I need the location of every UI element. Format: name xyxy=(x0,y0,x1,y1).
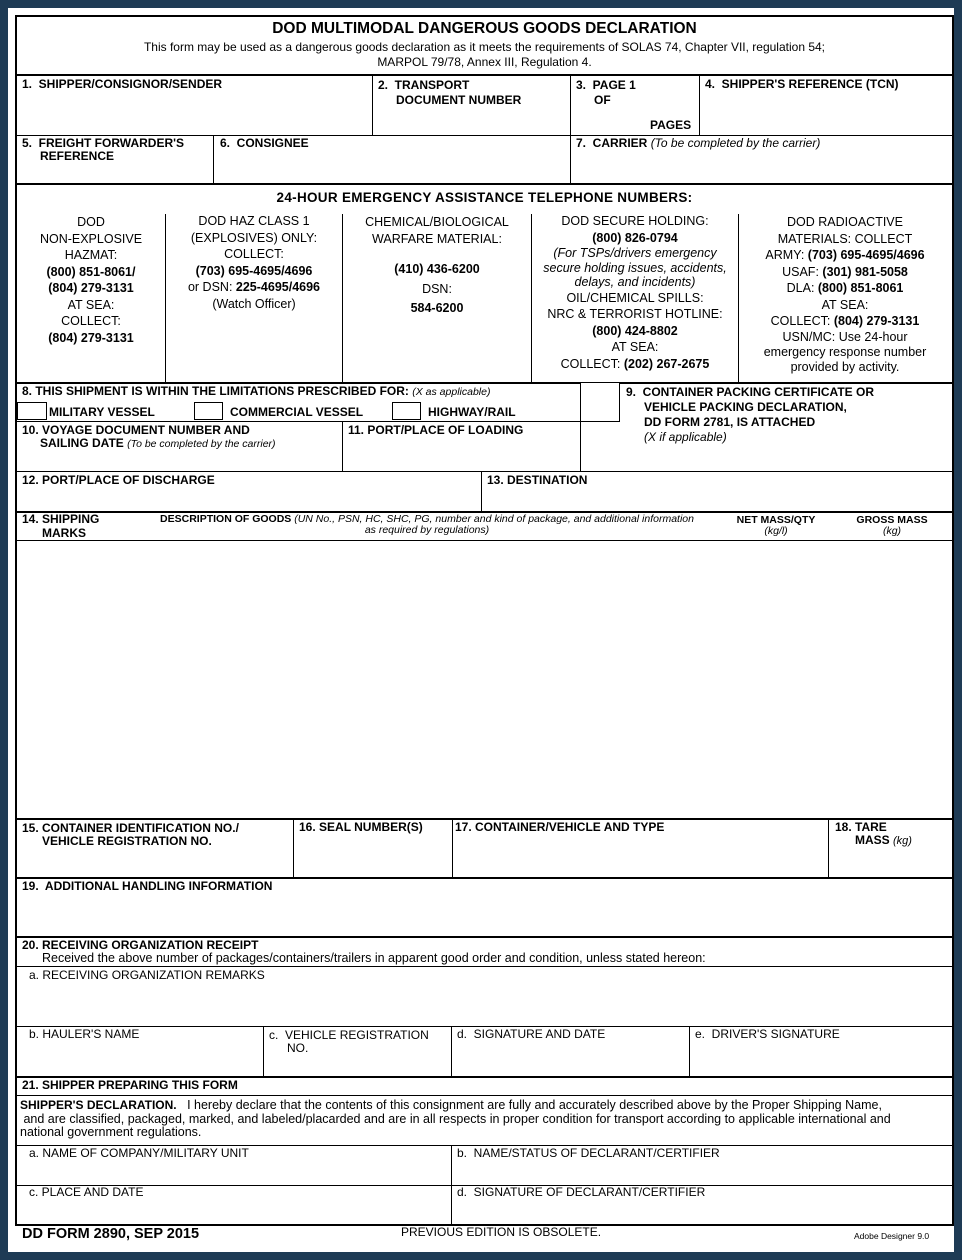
declaration-text: I hereby declare that the contents of this consignment are fully and accurately described above by the Proper Shipping Name, xyxy=(176,1098,882,1112)
field-3-label-line2: OF xyxy=(594,93,611,107)
field-7-note: (To be completed by the carrier) xyxy=(650,136,821,150)
note: delays, and incidents) xyxy=(574,275,696,289)
field-14-line1: 14. SHIPPING xyxy=(22,512,100,526)
gross-mass-label: GROSS MASS xyxy=(856,514,928,526)
phone: (202) 267-2675 xyxy=(623,356,710,371)
field-9-line1: 9. CONTAINER PACKING CERTIFICATE OR xyxy=(626,385,875,399)
packing-certificate-checkbox[interactable] xyxy=(581,383,620,422)
divider xyxy=(213,136,214,183)
text: DOD HAZ CLASS 1 xyxy=(198,214,310,228)
field-21d-label: d. SIGNATURE OF DECLARANT/CERTIFIER xyxy=(457,1185,706,1199)
gross-mass-unit: (kg) xyxy=(882,525,902,537)
dd-form-2890 xyxy=(8,8,954,1252)
field-8-note: (X as applicable) xyxy=(412,386,491,398)
highway-rail-label: HIGHWAY/RAIL xyxy=(428,405,516,419)
phone: (800) 851-8061 xyxy=(817,281,904,295)
page-of-input[interactable] xyxy=(613,94,697,116)
field-4-label: 4. SHIPPER'S REFERENCE (TCN) xyxy=(705,77,899,91)
highway-rail-checkbox[interactable] xyxy=(392,402,421,420)
field-1-label: 1. SHIPPER/CONSIGNOR/SENDER xyxy=(22,77,223,91)
declaration-line2: and are classified, packaged, marked, and labeled/placarded and are in all respects in proper condition for transport according to applicable international and xyxy=(20,1111,891,1126)
freight-forwarder-input[interactable] xyxy=(18,164,211,182)
phone: 225-4695/4696 xyxy=(235,280,321,294)
additional-handling-input[interactable] xyxy=(18,896,951,936)
gross-mass-header xyxy=(844,515,940,537)
divider xyxy=(699,75,700,135)
field-20-text: Received the above number of packages/containers/trailers in apparent good order and condition, unless stated hereon: xyxy=(42,951,706,965)
text: DLA: xyxy=(786,281,818,295)
collect-line xyxy=(739,313,951,330)
receipt-signature-input[interactable] xyxy=(453,1044,687,1075)
divider xyxy=(481,471,482,511)
field-10-note: (To be completed by the carrier) xyxy=(127,438,276,450)
field-21b-label: b. NAME/STATUS OF DECLARANT/CERTIFIER xyxy=(457,1146,720,1160)
voyage-document-input[interactable] xyxy=(18,452,340,470)
field-20d-label: d. SIGNATURE AND DATE xyxy=(457,1027,606,1041)
field-18-unit: (kg) xyxy=(893,835,912,847)
text: ARMY: xyxy=(765,248,808,262)
phone: (804) 279-3131 xyxy=(48,281,134,295)
form-title: DOD MULTIMODAL DANGEROUS GOODS DECLARATION xyxy=(272,20,697,37)
transport-document-input[interactable] xyxy=(374,110,568,134)
container-type-input[interactable] xyxy=(454,838,826,876)
field-21a-label: a. NAME OF COMPANY/MILITARY UNIT xyxy=(29,1146,249,1160)
field-21c-label: c. PLACE AND DATE xyxy=(29,1185,144,1199)
field-15-line2: VEHICLE REGISTRATION NO. xyxy=(42,834,212,848)
field-10-title: SAILING DATE xyxy=(40,436,124,450)
phone: (703) 695-4695/4696 xyxy=(195,263,313,278)
emergency-col-hazmat xyxy=(18,214,164,346)
emergency-col-explosives xyxy=(166,213,342,312)
text: COLLECT: xyxy=(61,314,121,328)
divider xyxy=(451,1026,452,1076)
field-6-label: 6. CONSIGNEE xyxy=(220,136,309,150)
rule xyxy=(17,966,952,967)
field-10-line2 xyxy=(40,437,276,451)
usaf-line xyxy=(739,264,951,281)
vehicle-registration-input[interactable] xyxy=(265,1056,449,1075)
obsolete-notice: PREVIOUS EDITION IS OBSOLETE. xyxy=(401,1225,602,1239)
designer-tag: Adobe Designer 9.0 xyxy=(854,1231,930,1241)
seal-number-input[interactable] xyxy=(295,838,450,876)
field-14-line2: MARKS xyxy=(42,526,86,540)
divider xyxy=(452,819,453,877)
field-8-title: 8. THIS SHIPMENT IS WITHIN THE LIMITATIONS PRESCRIBED FOR: xyxy=(22,384,409,398)
port-of-loading-input[interactable] xyxy=(344,440,578,470)
text: DSN: xyxy=(422,281,452,296)
text: OIL/CHEMICAL SPILLS: xyxy=(566,290,704,305)
text: WARFARE MATERIAL: xyxy=(372,231,502,246)
net-mass-header xyxy=(726,515,826,537)
dsn-line xyxy=(166,279,342,296)
field-9-line2: VEHICLE PACKING DECLARATION, xyxy=(644,400,847,414)
field-3-label-line1: 3. PAGE 1 xyxy=(576,78,636,92)
emergency-col-secure-holding xyxy=(532,213,738,372)
field-21-label: 21. SHIPPER PREPARING THIS FORM xyxy=(22,1078,238,1092)
phone: (804) 279-3131 xyxy=(48,330,134,345)
container-id-input[interactable] xyxy=(18,850,291,876)
divider xyxy=(689,1026,690,1076)
form-subtitle-line2: MARPOL 79/78, Annex III, Regulation 4. xyxy=(377,55,592,69)
description-header-line2: as required by regulations) xyxy=(364,524,490,536)
field-2-label-line2: DOCUMENT NUMBER xyxy=(396,93,522,107)
field-18-line1: 18. TARE xyxy=(835,820,887,834)
field-20c-line1: c. VEHICLE REGISTRATION xyxy=(269,1028,429,1042)
tare-mass-input[interactable] xyxy=(830,850,951,876)
dla-line xyxy=(739,280,951,297)
divider xyxy=(828,819,829,877)
description-label: DESCRIPTION OF GOODS xyxy=(160,513,292,525)
rule xyxy=(17,74,952,76)
note: (For TSPs/drivers emergency xyxy=(553,246,717,260)
text: COLLECT: xyxy=(224,247,284,261)
declaration-line1 xyxy=(20,1099,950,1113)
army-line xyxy=(739,247,951,264)
net-mass-label: NET MASS/QTY xyxy=(736,514,816,526)
divider xyxy=(293,819,294,877)
hauler-name-input[interactable] xyxy=(18,1044,261,1075)
commercial-vessel-label: COMMERCIAL VESSEL xyxy=(230,405,364,419)
text: AT SEA: xyxy=(67,297,115,312)
text: DOD RADIOACTIVE xyxy=(787,215,903,229)
shipper-reference-input[interactable] xyxy=(701,94,951,134)
phone: (301) 981-5058 xyxy=(822,264,908,279)
emergency-col-radioactive xyxy=(739,214,951,375)
text: provided by activity. xyxy=(790,359,900,374)
field-3-pages: PAGES xyxy=(650,118,692,132)
description-header xyxy=(120,514,734,536)
rule xyxy=(17,540,952,541)
text: HAZMAT: xyxy=(64,248,118,262)
phone: (800) 424-8802 xyxy=(592,323,678,338)
shipper-declaration xyxy=(20,1099,950,1140)
phone: 584-6200 xyxy=(410,301,464,315)
declaration-title: SHIPPER'S DECLARATION. xyxy=(20,1098,177,1112)
field-2-label-line1: 2. TRANSPORT xyxy=(378,78,470,92)
text: USN/MC: Use 24-hour xyxy=(782,329,908,344)
field-5-label-line1: 5. FREIGHT FORWARDER'S xyxy=(22,136,184,150)
divider xyxy=(342,422,343,471)
text: DOD SECURE HOLDING: xyxy=(561,214,709,228)
field-20-label: 20. RECEIVING ORGANIZATION RECEIPT xyxy=(22,938,259,952)
divider xyxy=(570,136,571,183)
text: (Watch Officer) xyxy=(212,296,296,311)
consignee-input[interactable] xyxy=(215,153,568,182)
place-date-input[interactable] xyxy=(18,1202,449,1224)
field-9-note: (X if applicable) xyxy=(644,430,727,444)
rule xyxy=(17,421,580,422)
divider xyxy=(263,1026,264,1076)
phone: (804) 279-3131 xyxy=(833,314,920,328)
field-17-label: 17. CONTAINER/VEHICLE AND TYPE xyxy=(455,820,665,834)
shipper-input[interactable] xyxy=(18,94,370,134)
military-vessel-label: MILITARY VESSEL xyxy=(49,405,155,419)
description-note: (UN No., PSN, HC, SHC, PG, number and kind of package, and additional information xyxy=(294,513,694,525)
phone: (410) 436-6200 xyxy=(394,262,480,276)
field-13-label: 13. DESTINATION xyxy=(487,473,588,487)
emergency-col-chembio xyxy=(343,214,531,317)
field-12-label: 12. PORT/PLACE OF DISCHARGE xyxy=(22,473,215,487)
net-mass-unit: (kg/l) xyxy=(764,525,788,537)
field-8-label xyxy=(22,385,490,399)
driver-signature-input[interactable] xyxy=(691,1044,951,1075)
form-id: DD FORM 2890, SEP 2015 xyxy=(22,1226,200,1242)
field-18-line2 xyxy=(855,834,912,848)
military-vessel-checkbox[interactable] xyxy=(17,402,47,420)
collect-line xyxy=(532,356,738,373)
text: USAF: xyxy=(782,264,823,279)
field-11-label: 11. PORT/PLACE OF LOADING xyxy=(348,423,524,437)
field-19-label: 19. ADDITIONAL HANDLING INFORMATION xyxy=(22,879,273,893)
phone: (800) 851-8061/ xyxy=(46,264,136,279)
declarant-signature-input[interactable] xyxy=(453,1202,951,1224)
rule xyxy=(17,1095,952,1096)
text: AT SEA: xyxy=(611,340,659,354)
text: or DSN: xyxy=(187,280,236,294)
emergency-title: 24-HOUR EMERGENCY ASSISTANCE TELEPHONE NUMBERS: xyxy=(276,190,693,205)
divider xyxy=(372,75,373,135)
receiving-remarks-input[interactable] xyxy=(18,984,951,1025)
field-15-line1: 15. CONTAINER IDENTIFICATION NO./ xyxy=(22,821,239,835)
field-20c-line2: NO. xyxy=(287,1041,309,1055)
company-name-input[interactable] xyxy=(18,1162,449,1184)
port-of-discharge-input[interactable] xyxy=(18,490,479,510)
text: CHEMICAL/BIOLOGICAL xyxy=(365,215,509,229)
declarant-name-input[interactable] xyxy=(453,1162,951,1184)
divider xyxy=(570,75,571,135)
declaration-line3: national government regulations. xyxy=(20,1125,202,1139)
text: NON-EXPLOSIVE xyxy=(39,231,143,246)
carrier-input[interactable] xyxy=(572,153,951,182)
text: AT SEA: xyxy=(821,297,869,312)
field-16-label: 16. SEAL NUMBER(S) xyxy=(299,820,423,834)
destination-input[interactable] xyxy=(483,490,951,510)
text: COLLECT: xyxy=(560,356,624,371)
text: NRC & TERRORIST HOTLINE: xyxy=(547,307,723,321)
phone: (800) 826-0794 xyxy=(592,230,678,245)
field-20b-label: b. HAULER'S NAME xyxy=(29,1027,140,1041)
text: MATERIALS: COLLECT xyxy=(777,231,913,246)
spacer xyxy=(343,247,531,261)
field-20e-label: e. DRIVER'S SIGNATURE xyxy=(695,1027,840,1041)
field-9-line3: DD FORM 2781, IS ATTACHED xyxy=(644,415,816,429)
rule xyxy=(17,471,952,472)
field-20a-label: a. RECEIVING ORGANIZATION REMARKS xyxy=(29,968,265,982)
text: COLLECT: xyxy=(770,314,834,328)
note: secure holding issues, accidents, xyxy=(543,260,727,275)
text: (EXPLOSIVES) ONLY: xyxy=(190,230,318,245)
field-5-label-line2: REFERENCE xyxy=(40,149,115,163)
field-7-label xyxy=(576,137,820,150)
field-7-title: 7. CARRIER xyxy=(576,136,648,150)
goods-description-area[interactable] xyxy=(18,542,951,817)
text: emergency response number xyxy=(763,344,927,359)
commercial-vessel-checkbox[interactable] xyxy=(194,402,223,420)
field-18-title: MASS xyxy=(855,833,890,847)
form-subtitle-line1: This form may be used as a dangerous goods declaration as it meets the requirements of SOLAS 74, Chapter VII, regulation 54; xyxy=(143,40,826,54)
text: DOD xyxy=(77,215,105,229)
rule xyxy=(17,183,952,185)
phone: (703) 695-4695/4696 xyxy=(807,248,925,262)
field-10-line1: 10. VOYAGE DOCUMENT NUMBER AND xyxy=(22,423,250,437)
